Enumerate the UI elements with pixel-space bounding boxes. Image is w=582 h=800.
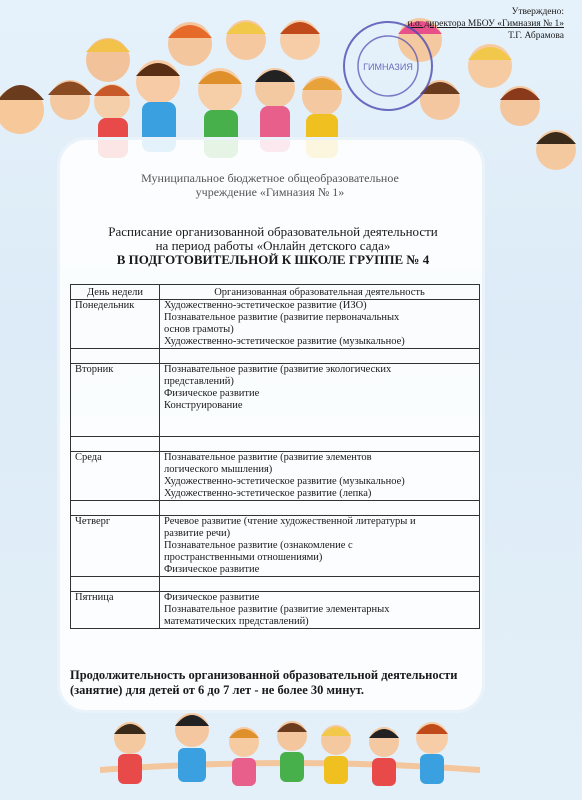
activity-item: пространственными отношениями) [164,552,323,563]
title-line-2: на период работы «Онлайн детского сада» [155,238,391,253]
duration-note [70,668,500,698]
children-illustration-bottom [0,700,582,800]
activity-item: Речевое развитие (чтение художественной литературы и [164,516,416,527]
activity-item: Художественно-эстетическое развитие (ИЗО) [164,300,367,311]
activity-item: Физическое развитие [164,564,260,575]
activity-item: Познавательное развитие (ознакомление с [164,540,353,551]
table-row-spacer [71,437,480,452]
activity-item: Познавательное развитие (развитие экологических [164,364,392,375]
schedule-table [70,284,480,629]
activities-cell [160,364,480,437]
approval-position: и.о. директора МБОУ «Гимназия № 1» [407,19,564,29]
activities-cell [160,452,480,501]
approval-label: Утверждено: [511,7,564,17]
activity-item: представлений) [164,376,234,387]
day-cell: Среда [71,452,160,501]
table-row-spacer [71,577,480,592]
table-row [71,452,480,501]
institution-name [70,171,470,199]
activity-item: Физическое развитие [164,592,260,603]
activity-item: основ грамоты) [164,324,234,335]
activities-cell [160,300,480,349]
activity-item: Познавательное развитие (развитие первоначальных [164,312,400,323]
institution-line-2: учреждение «Гимназия № 1» [195,185,345,199]
activity-item: Познавательное развитие (развитие элементарных [164,604,390,615]
activity-item: развитие речи) [164,528,231,539]
duration-note-line-1: Продолжительность организованной образовательной деятельности [70,668,458,682]
activity-item: Художественно-эстетическое развитие (музыкальное) [164,476,405,487]
activity-item: Физическое развитие [164,388,260,399]
day-cell: Пятница [71,592,160,629]
svg-text:ГИМНАЗИЯ: ГИМНАЗИЯ [363,62,413,72]
header-activity: Организованная образовательная деятельность [160,285,480,300]
institution-line-1: Муниципальное бюджетное общеобразовательное [141,171,399,185]
duration-note-line-2: (занятие) для детей от 6 до 7 лет - не более 30 минут. [70,683,365,697]
activity-item: математических представлений) [164,616,309,627]
table-row [71,364,480,437]
activity-item: логического мышления) [164,464,273,475]
activity-item: Конструирование [164,400,243,411]
header-day: День недели [71,285,160,300]
activities-cell [160,516,480,577]
cartoon-kids-row [100,713,480,786]
activities-cell [160,592,480,629]
official-stamp-seal [340,18,436,114]
approval-signatory: Т.Г. Абрамова [508,31,564,41]
day-cell: Вторник [71,364,160,437]
activity-item: Художественно-эстетическое развитие (музыкальное) [164,336,405,347]
table-row [71,300,480,349]
table-row-spacer [71,501,480,516]
table-row [71,516,480,577]
title-line-3: В ПОДГОТОВИТЕЛЬНОЙ К ШКОЛЕ ГРУППЕ № 4 [116,252,430,267]
activity-item: Художественно-эстетическое развитие (лепка) [164,488,372,499]
activity-item: Познавательное развитие (развитие элементов [164,452,372,463]
day-cell: Понедельник [71,300,160,349]
table-row [71,592,480,629]
table-row-spacer [71,349,480,364]
schedule-title [70,225,476,267]
day-cell: Четверг [71,516,160,577]
table-header-row [71,285,480,300]
title-line-1: Расписание организованной образовательной деятельности [108,224,438,239]
